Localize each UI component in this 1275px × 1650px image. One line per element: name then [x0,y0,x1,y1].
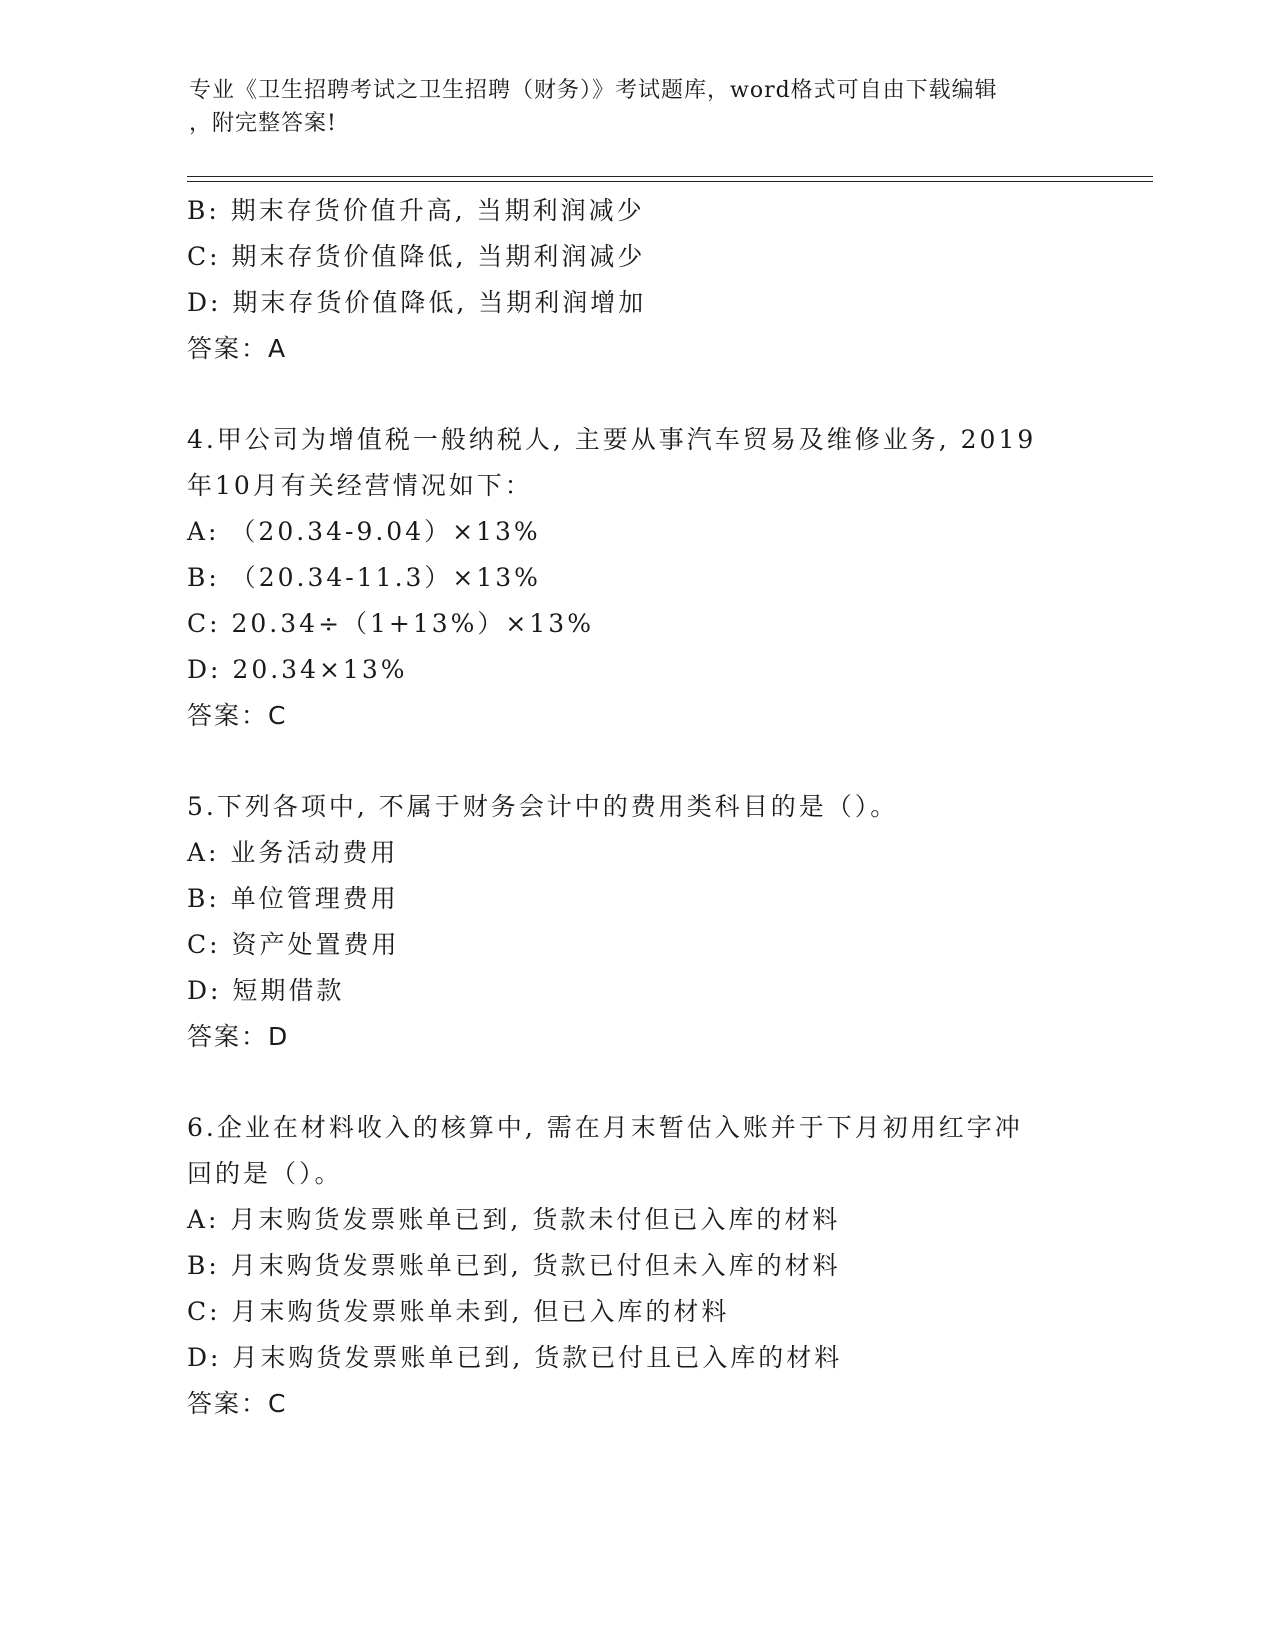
header-divider-top [187,176,1153,177]
question-5-option-b: B: 单位管理费用 [187,884,399,913]
question-6-option-b: B: 月末购货发票账单已到, 货款已付但未入库的材料 [187,1251,841,1280]
question-4-stem-line-2: 年10月有关经营情况如下： [187,471,533,500]
question-5 [187,784,1087,1060]
question-6-option-c: C: 月末购货发票账单未到, 但已入库的材料 [187,1297,730,1326]
question-6-answer: 答案：C [187,1389,288,1418]
question-4 [187,417,1087,739]
question-4-option-a: A: （20.34-9.04）×13% [187,517,541,546]
question-6 [187,1105,1087,1427]
question-4-option-c: C: 20.34÷（1+13%）×13% [187,609,594,638]
question-4-answer: 答案：C [187,701,288,730]
document-header [189,74,1069,140]
question-6-option-a: A: 月末购货发票账单已到, 货款未付但已入库的材料 [187,1205,841,1234]
question-4-option-b: B: （20.34-11.3）×13% [187,563,541,592]
header-line-2: ，附完整答案! [189,111,337,136]
question-4-option-d: D: 20.34×13% [187,655,408,684]
question-3-option-d: D: 期末存货价值降低, 当期利润增加 [187,288,647,317]
header-line-1: 专业《卫生招聘考试之卫生招聘（财务）》考试题库，word格式可自由下载编辑 [189,78,998,103]
question-5-stem-line-1: 5.下列各项中, 不属于财务会计中的费用类科目的是（）。 [187,792,899,821]
question-6-stem-line-2: 回的是（）。 [187,1159,343,1188]
question-3-option-b: B: 期末存货价值升高, 当期利润减少 [187,196,645,225]
question-6-option-d: D: 月末购货发票账单已到, 货款已付且已入库的材料 [187,1343,843,1372]
question-6-stem-line-1: 6.企业在材料收入的核算中, 需在月末暂估入账并于下月初用红字冲 [187,1113,1023,1142]
question-5-answer: 答案：D [187,1022,290,1051]
question-3-answer: 答案：A [187,334,288,363]
question-list [187,188,1087,1427]
question-3 [187,188,1087,372]
question-5-option-a: A: 业务活动费用 [187,838,399,867]
question-5-option-c: C: 资产处置费用 [187,930,400,959]
question-3-option-c: C: 期末存货价值降低, 当期利润减少 [187,242,646,271]
question-4-stem-line-1: 4.甲公司为增值税一般纳税人, 主要从事汽车贸易及维修业务, 2019 [187,425,1037,454]
header-divider-bottom [187,181,1153,182]
question-5-option-d: D: 短期借款 [187,976,345,1005]
